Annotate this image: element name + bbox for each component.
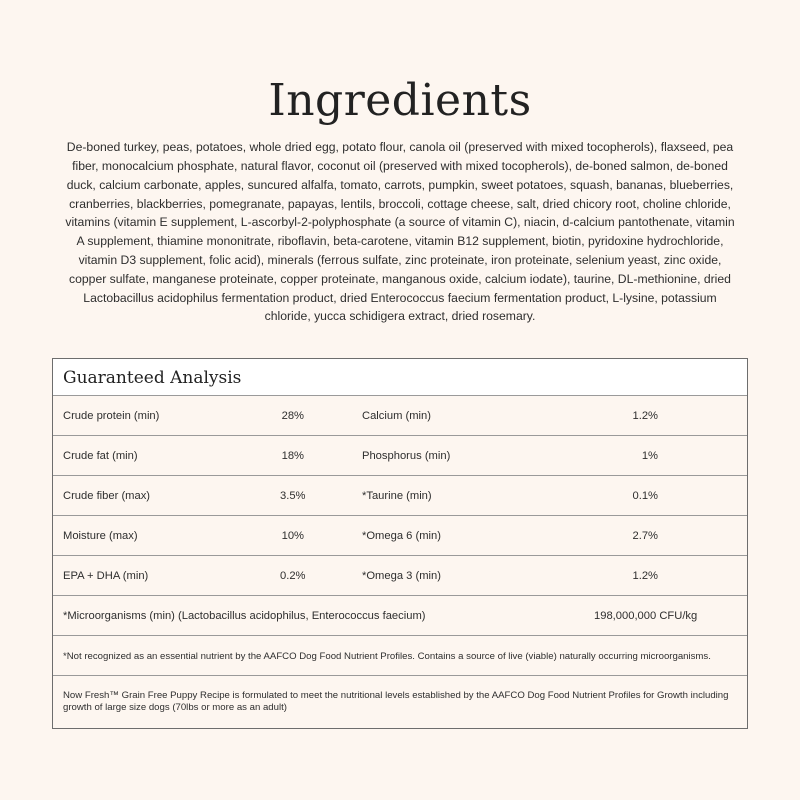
ingredients-list: De-boned turkey, peas, potatoes, whole dried egg, potato flour, canola oil (preserved with mixed tocopherols), flaxseed, pea fiber, monocalcium phosphate, natural flavor, coconut oil (preserved with mixed tocopherols), de-boned salmon, de-boned duck, calcium carbonate, apples, suncured alfalfa, tomato, carrots, pumpkin, sweet potatoes, squash, bananas, blueberries, cranberries, blackberries, pomegranate, papayas, lentils, broccoli, cottage cheese, salt, dried chicory root, choline chloride, vitamins (vitamin E supplement, L-ascorbyl-2-polyphosphate (a source of vitamin C), niacin, d-calcium pantothenate, vitamin A supplement, thiamine mononitrate, riboflavin, beta-carotene, vitamin B12 supplement, biotin, pyridoxine hydrochloride, vitamin D3 supplement, folic acid), minerals (ferrous sulfate, zinc proteinate, iron proteinate, selenium yeast, zinc oxide, copper sulfate, manganese proteinate, copper proteinate, manganous oxide, calcium iodate), taurine, DL-methionine, dried Lactobacillus acidophilus fermentation product, dried Enterococcus faecium fermentation product, L-lysine, potassium chloride, yucca schidigera extract, dried rosemary.: [65, 140, 735, 324]
nutrient-value: 1%: [641, 450, 658, 462]
nutrient-value: 10%: [281, 530, 304, 542]
table-row: [53, 476, 747, 516]
microorganisms-row: [53, 596, 747, 636]
table-row: [53, 556, 747, 596]
nutrient-name: *Microorganisms (min) (Lactobacillus acidophilus, Enterococcus faecium): [63, 610, 426, 622]
nutrient-value: 198,000,000 CFU/kg: [594, 610, 698, 622]
table-row: [53, 436, 747, 476]
nutrient-value: 3.5%: [280, 490, 306, 502]
nutrient-value: 18%: [281, 450, 304, 462]
footnote: *Not recognized as an essential nutrient by the AAFCO Dog Food Nutrient Profiles. Contains a source of live (viable) naturally occurring microorganisms.: [53, 636, 747, 676]
analysis-heading: Guaranteed Analysis: [53, 359, 747, 396]
nutrient-name: Crude fiber (max): [63, 490, 151, 502]
nutrient-name: Moisture (max): [63, 530, 138, 542]
nutrient-name: Calcium (min): [362, 410, 431, 422]
guaranteed-analysis-table: [52, 358, 748, 729]
nutrient-value: 2.7%: [632, 530, 658, 542]
table-row: [53, 516, 747, 556]
nutrient-name: Phosphorus (min): [362, 450, 451, 462]
nutrient-name: Crude protein (min): [63, 410, 160, 422]
nutrient-value: 1.2%: [632, 410, 658, 422]
nutrient-name: *Taurine (min): [362, 490, 432, 502]
nutrient-name: Crude fat (min): [63, 450, 138, 462]
aafco-statement: Now Fresh™ Grain Free Puppy Recipe is formulated to meet the nutritional levels established by the AAFCO Dog Food Nutrient Profiles for Growth including growth of large size dogs (70lbs or more as an adult): [63, 689, 729, 714]
nutrient-name: EPA + DHA (min): [63, 570, 149, 582]
nutrient-value: 0.1%: [632, 490, 658, 502]
table-row: [53, 396, 747, 436]
nutrient-value: 28%: [281, 410, 304, 422]
nutrient-name: *Omega 6 (min): [362, 530, 441, 542]
nutrient-value: 0.2%: [280, 570, 306, 582]
page-title: Ingredients: [268, 75, 532, 127]
nutrient-name: *Omega 3 (min): [362, 570, 441, 582]
nutrient-value: 1.2%: [632, 570, 658, 582]
